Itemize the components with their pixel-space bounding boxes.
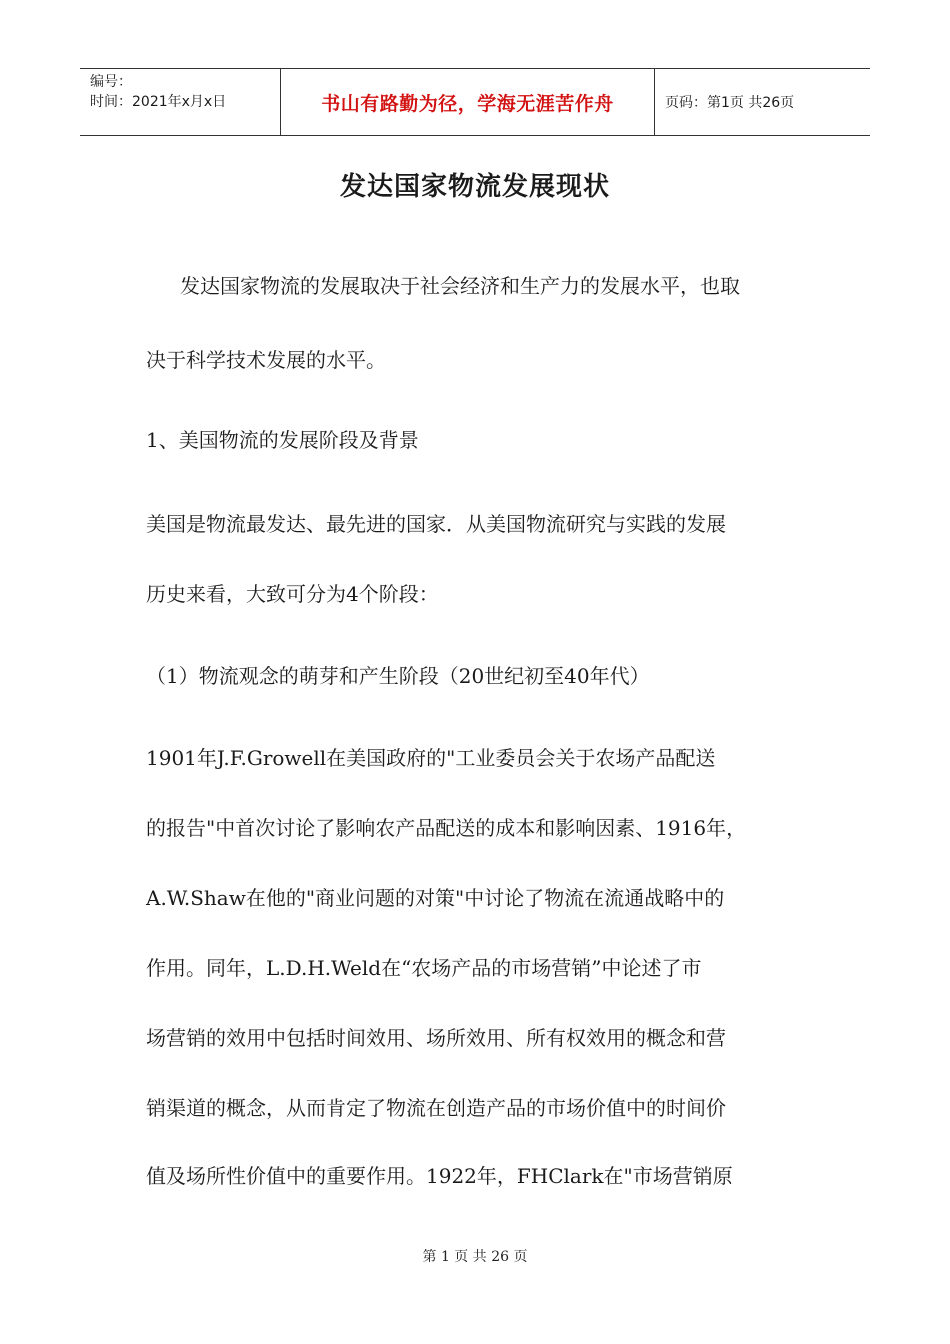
body-line: 值及场所性价值中的重要作用。1922年，FHClark在"市场营销原 (146, 1164, 733, 1188)
body-line: 发达国家物流的发展取决于社会经济和生产力的发展水平，也取 (180, 274, 740, 298)
page-header (80, 68, 870, 136)
header-page-info: 页码：第1页 共26页 (665, 95, 795, 111)
body-line: 的报告"中首次讨论了影响农产品配送的成本和影响因素、1916年， (146, 816, 747, 840)
document-title: 发达国家物流发展现状 (339, 172, 610, 202)
body-line: 历史来看，大致可分为4个阶段： (146, 582, 439, 606)
subsection-heading: （1）物流观念的萌芽和产生阶段（20世纪初至40年代） (146, 664, 650, 688)
section-heading: 1、美国物流的发展阶段及背景 (146, 428, 419, 452)
body-line: 美国是物流最发达、最先进的国家．从美国物流研究与实践的发展 (146, 512, 726, 536)
body-line: 作用。同年，L.D.H.Weld在“农场产品的市场营销”中论述了市 (146, 956, 702, 980)
body-line: 1901年J.F.Growell在美国政府的"工业委员会关于农场产品配送 (146, 746, 716, 770)
document-number-label: 编号： (90, 74, 132, 90)
header-motto-cell (281, 69, 655, 135)
body-line: 销渠道的概念，从而肯定了物流在创造产品的市场价值中的时间价 (146, 1096, 726, 1120)
page-footer: 第 1 页 共 26 页 (422, 1249, 528, 1265)
body-line: A.W.Shaw在他的"商业问题的对策"中讨论了物流在流通战略中的 (146, 886, 725, 910)
body-line: 决于科学技术发展的水平。 (146, 348, 386, 372)
header-meta-cell (80, 69, 281, 135)
body-line: 场营销的效用中包括时间效用、场所效用、所有权效用的概念和营 (146, 1026, 726, 1050)
header-page-cell (655, 69, 870, 135)
header-motto: 书山有路勤为径，学海无涯苦作舟 (321, 92, 614, 115)
document-time-label: 时间：2021年x月x日 (90, 94, 227, 110)
